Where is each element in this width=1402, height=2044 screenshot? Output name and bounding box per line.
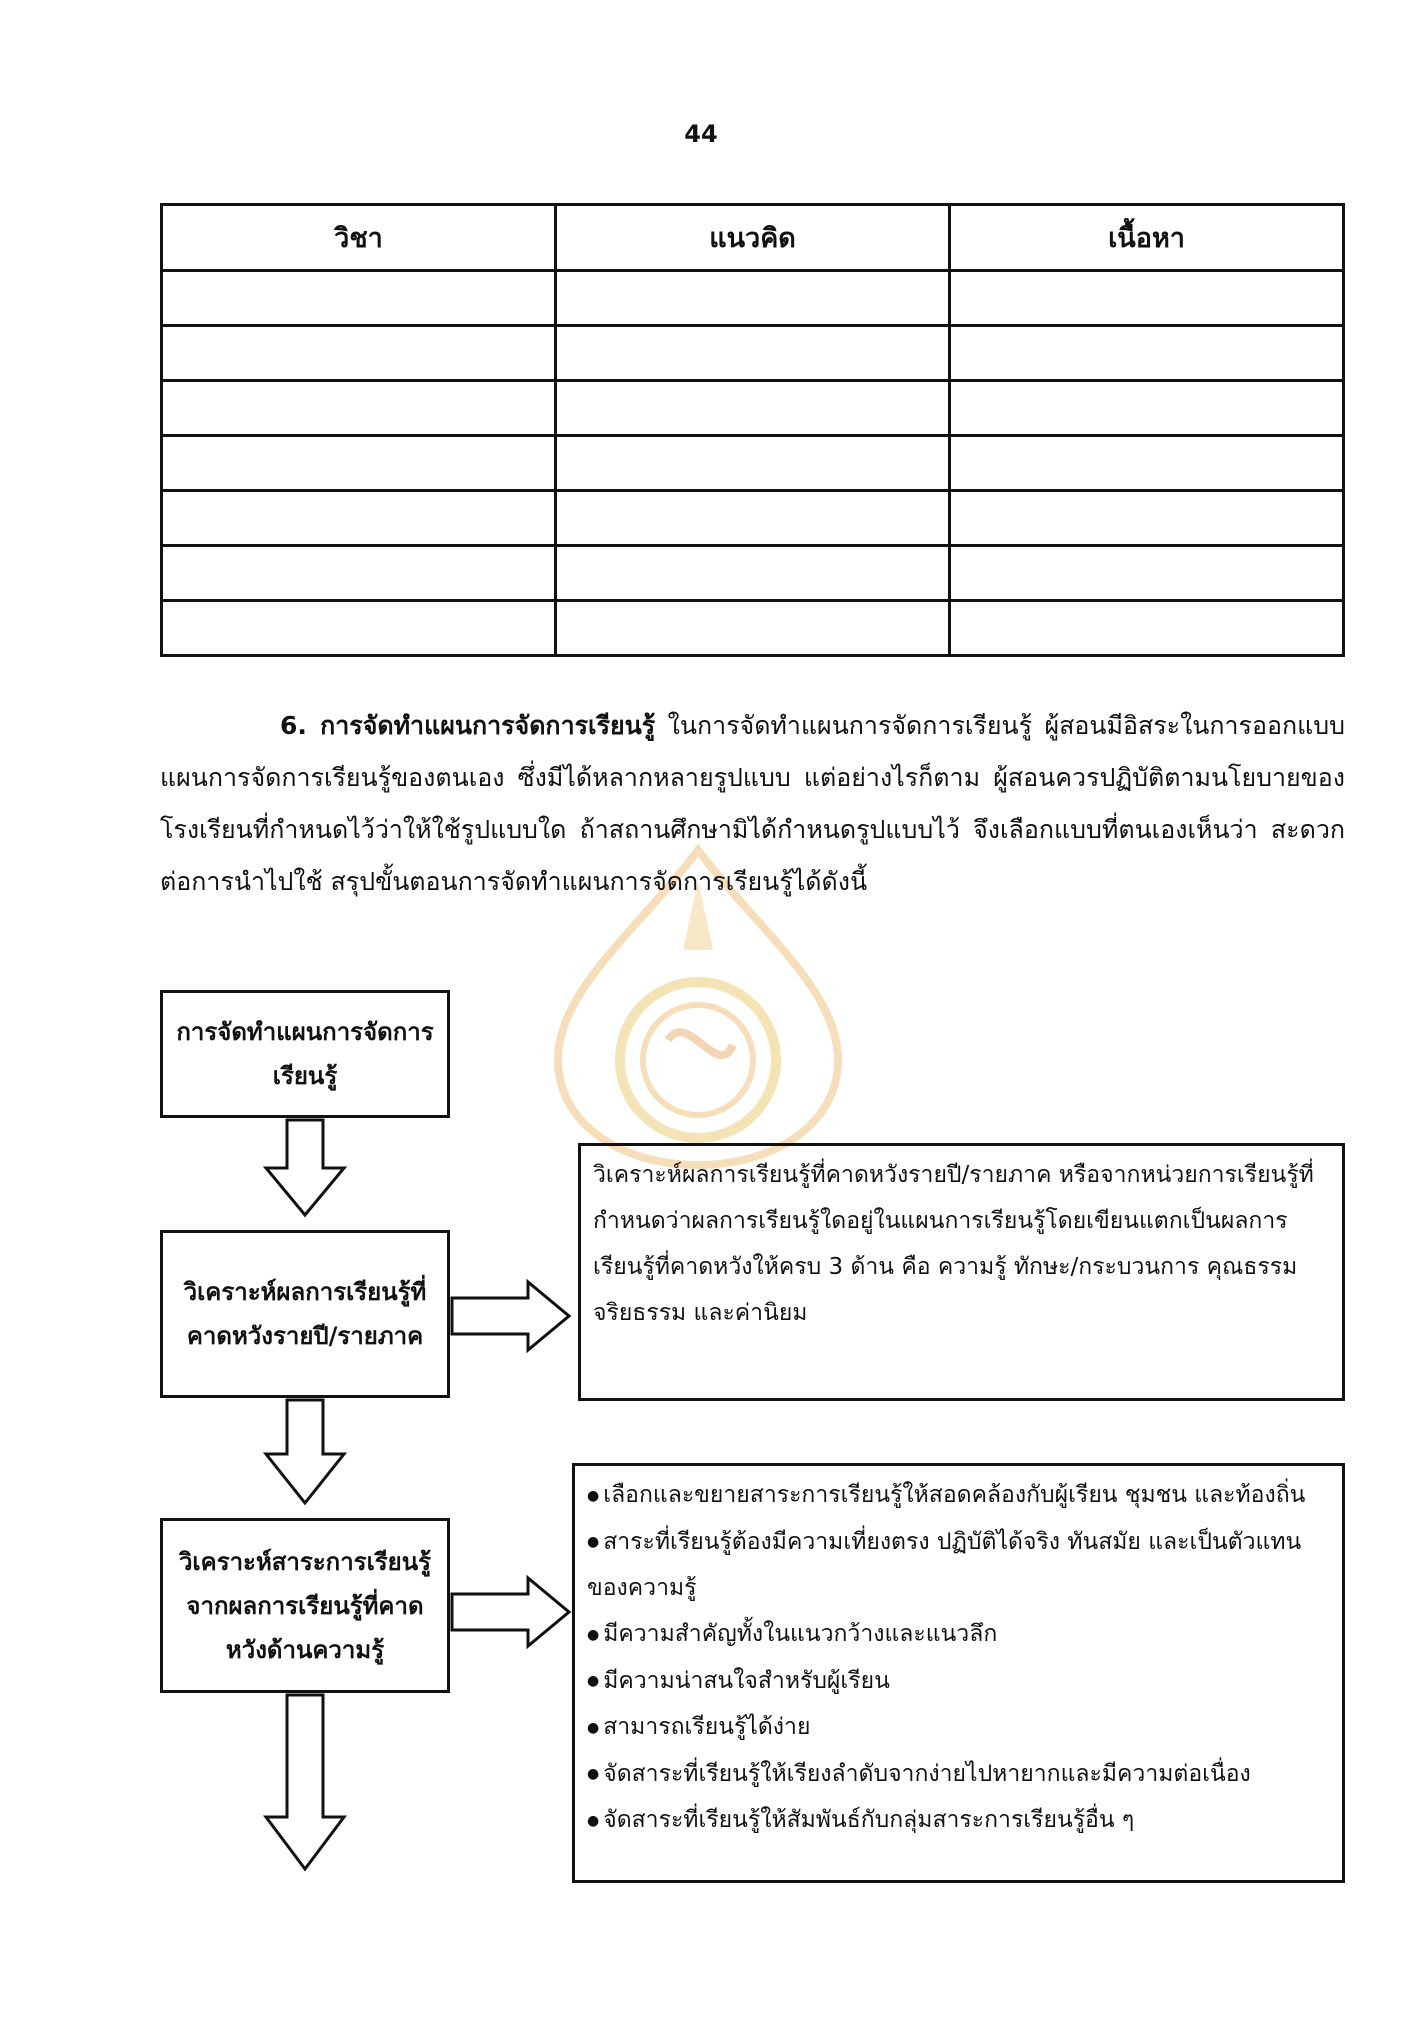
list-item: ● จัดสาระที่เรียนรู้ให้สัมพันธ์กับกลุ่มสาระการเรียนรู้อื่น ๆ (587, 1797, 1330, 1844)
table-cell (162, 271, 556, 326)
table-row (162, 546, 1344, 601)
table-cell (162, 436, 556, 491)
section-body: ในการจัดทำแผนการจัดการเรียนรู้ ผู้สอนมีอิสระในการออกแบบแผนการจัดการเรียนรู้ของตนเอง ซึ่งมีได้หลากหลายรูปแบบ แต่อย่างไรก็ตาม ผู้สอนควรปฏิบัติตามนโยบายของโรงเรียนที่กำหนดไว้ว่าให้ใช้รูปแบบใด ถ้าสถานศึกษามิได้กำหนดรูปแบบไว้ จึงเลือกแบบที่ตนเองเห็นว่า สะดวกต่อการนำไปใช้ สรุปขั้นตอนการจัดทำแผนการจัดการเรียนรู้ได้ดังนี้ (160, 711, 1345, 896)
table-cell (556, 601, 950, 656)
flow-step-2-label: วิเคราะห์ผลการเรียนรู้ที่คาดหวังรายปี/รายภาค (183, 1278, 427, 1350)
list-item: ● เลือกและขยายสาระการเรียนรู้ให้สอดคล้องกับผู้เรียน ชุมชน และท้องถิ่น (587, 1472, 1330, 1519)
page-number: 44 (684, 120, 718, 148)
table-row (162, 326, 1344, 381)
list-item: ● จัดสาระที่เรียนรู้ให้เรียงลำดับจากง่ายไปหายากและมีความต่อเนื่อง (587, 1751, 1330, 1798)
list-item: ● สามารถเรียนรู้ได้ง่าย (587, 1704, 1330, 1751)
header-subject: วิชา (162, 205, 556, 271)
flow-step-2-detail-box (578, 1143, 1345, 1401)
flow-step-2-detail-text: วิเคราะห์ผลการเรียนรู้ที่คาดหวังรายปี/รายภาค หรือจากหน่วยการเรียนรู้ที่กำหนดว่าผลการเรียนรู้ใดอยู่ในแผนการเรียนรู้โดยเขียนแตกเป็นผลการเรียนรู้ที่คาดหวังให้ครบ 3 ด้าน คือ ความรู้ ทักษะ/กระบวนการ คุณธรรม จริยธรรม และค่านิยม (593, 1162, 1314, 1326)
table-cell (162, 601, 556, 656)
table-row (162, 436, 1344, 491)
table-cell (950, 326, 1344, 381)
table-cell (950, 491, 1344, 546)
section-heading: 6. การจัดทำแผนการจัดการเรียนรู้ (280, 711, 656, 740)
table-row (162, 601, 1344, 656)
table-cell (162, 326, 556, 381)
list-item: ● มีความน่าสนใจสำหรับผู้เรียน (587, 1658, 1330, 1705)
list-item: ● มีความสำคัญทั้งในแนวกว้างและแนวลึก (587, 1611, 1330, 1658)
table-row (162, 381, 1344, 436)
table-cell (162, 491, 556, 546)
section-paragraph (160, 700, 1345, 908)
table-cell (556, 491, 950, 546)
table-cell (162, 546, 556, 601)
table-cell (556, 436, 950, 491)
flow-step-3-label: วิเคราะห์สาระการเรียนรู้จากผลการเรียนรู้ที่คาดหวังด้านความรู้ (178, 1547, 432, 1664)
flow-step-1-box (160, 990, 450, 1118)
table-cell (556, 546, 950, 601)
subject-concept-content-table (160, 203, 1345, 657)
header-concept: แนวคิด (556, 205, 950, 271)
table-cell (950, 271, 1344, 326)
table-cell (950, 381, 1344, 436)
right-arrow-icon (450, 1576, 572, 1648)
table-cell (950, 436, 1344, 491)
table-cell (556, 381, 950, 436)
table-cell (162, 381, 556, 436)
table-row (162, 491, 1344, 546)
down-arrow-icon (263, 1118, 347, 1218)
table-cell (556, 271, 950, 326)
down-arrow-icon (263, 1693, 347, 1873)
table-cell (556, 326, 950, 381)
flow-step-3-bullet-list (587, 1472, 1330, 1844)
flow-step-3-detail-box (572, 1463, 1345, 1883)
table-cell (950, 546, 1344, 601)
table-cell (950, 601, 1344, 656)
table-header-row (162, 205, 1344, 271)
down-arrow-icon (263, 1398, 347, 1506)
right-arrow-icon (450, 1280, 572, 1352)
header-content: เนื้อหา (950, 205, 1344, 271)
flow-step-2-box (160, 1230, 450, 1398)
flow-step-3-box (160, 1518, 450, 1693)
list-item: ● สาระที่เรียนรู้ต้องมีความเที่ยงตรง ปฏิบัติได้จริง ทันสมัย และเป็นตัวแทนของความรู้ (587, 1519, 1330, 1612)
table-row (162, 271, 1344, 326)
flow-step-1-label: การจัดทำแผนการจัดการเรียนรู้ (176, 1018, 434, 1090)
